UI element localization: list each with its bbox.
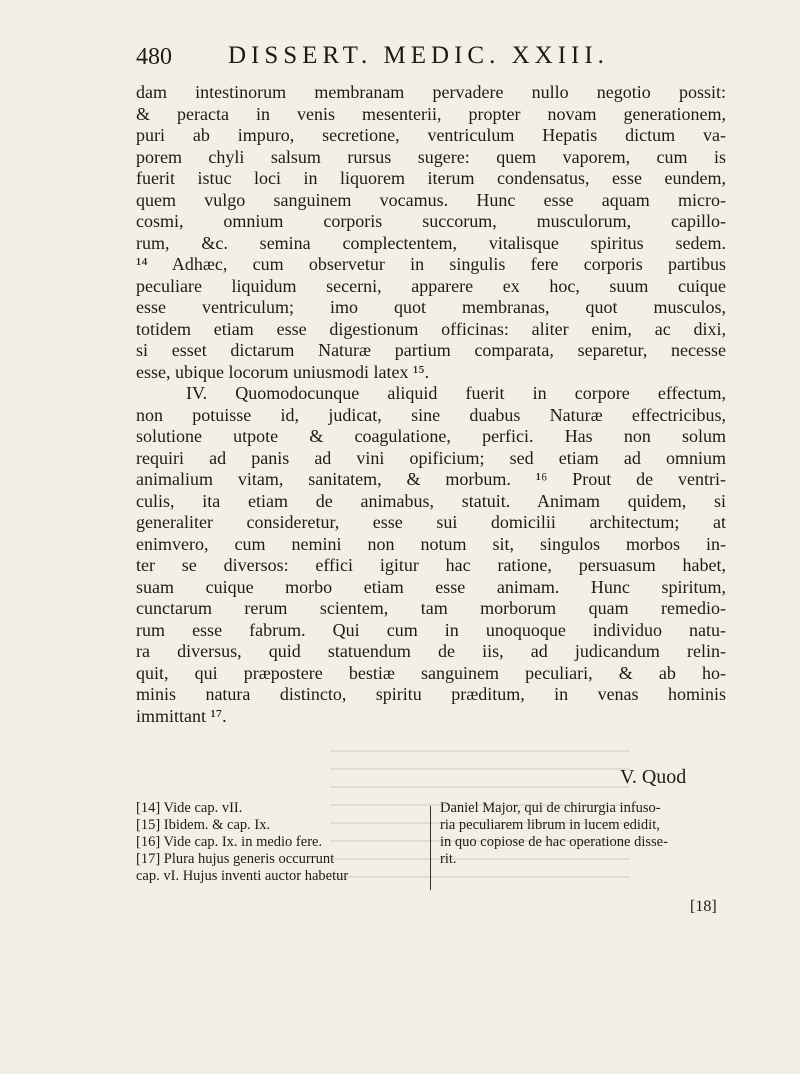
text-line: cosmi, omnium corporis succorum, musculorum, capillo- [136,211,726,231]
text-line: cunctarum rerum scientem, tam morborum quam remedio- [136,598,726,618]
text-line: esse ventriculum; imo quot membranas, quot musculos, [136,297,726,317]
footnotes-right [440,800,730,868]
text-line: fuerit istuc loci in liquorem iterum condensatus, esse eundem, [136,168,726,188]
text-line: quem vulgo sanguinem vocamus. Hunc esse aquam micro- [136,189,726,210]
text-line: solutione utpote & coagulatione, perfici. Has non solum [136,426,726,446]
text-line: si esset dictarum Naturæ partium comparata, separetur, necesse [136,340,726,360]
text-line: ter se diversos: effici igitur hac ratione, persuasum habet, [136,555,726,575]
catchword: V. Quod [620,766,687,788]
text-line: quit, qui præpostere bestiæ sanguinem peculiari, & ab ho- [136,662,726,683]
footnote: [14] Vide cap. vII. [136,800,243,816]
footnote: ria peculiarem librum in lucem edidit, [440,817,660,833]
text-line: peculiare liquidum secerni, apparere ex hoc, suum cuique [136,275,726,296]
footnote: in quo copiose de hac operatione disse- [440,834,668,850]
text-line: generaliter consideretur, esse sui domicilii architectum; at [136,512,726,532]
text-line: rum, &c. semina complectentem, vitalisque spiritus sedem. [136,232,726,253]
footnote: [17] Plura hujus generis occurrunt [136,851,335,867]
page-header [136,42,726,78]
main-text [136,82,726,727]
text-line: enimvero, cum nemini non notum sit, singulos morbos in- [136,533,726,554]
text-line: esse, ubique locorum uniusmodi latex ¹⁵. [136,361,430,382]
text-line: requiri ad panis ad vini opificium; sed etiam ad omnium [136,447,726,468]
running-title: DISSERT. MEDIC. XXIII. [228,42,609,69]
text-line: totidem etiam esse digestionum officinas: aliter enim, ac dixi, [136,318,726,339]
footnote: rit. [440,851,457,867]
footnote-column-rule [430,806,431,890]
page-number: 480 [136,44,172,70]
footnote: [15] Ibidem. & cap. Ix. [136,817,271,833]
text-line: animalium vitam, sanitatem, & morbum. ¹⁶ Prout de ventri- [136,469,726,489]
text-line: & peracta in venis mesenterii, propter novam generationem, [136,103,726,124]
text-line: dam intestinorum membranam pervadere nullo negotio possit: [136,82,726,102]
text-line: ¹⁴ Adhæc, cum observetur in singulis fere corporis partibus [136,254,726,274]
text-line: non potuisse id, judicat, sine duabus Naturæ effectricibus, [136,404,726,425]
text-line: porem chyli salsum rursus sugere: quem vaporem, cum is [136,146,726,167]
text-line: ra diversus, quid statuendum de iis, ad judicandum relin- [136,641,726,661]
footnote: Daniel Major, qui de chirurgia infuso- [440,800,661,816]
text-line: minis natura distincto, spiritu præditum, in venas hominis [136,684,726,704]
footnotes-left [136,800,424,885]
text-line: rum esse fabrum. Qui cum in unoquoque individuo natu- [136,619,726,640]
footnote: cap. vI. Hujus inventi auctor habetur [136,868,349,884]
text-line: puri ab impuro, secretione, ventriculum Hepatis dictum va- [136,125,726,145]
signature-mark: [18] [690,898,717,915]
footnote: [16] Vide cap. Ix. in medio fere. [136,834,323,850]
text-line: immittant ¹⁷. [136,705,227,726]
text-line: culis, ita etiam de animabus, statuit. Animam quidem, si [136,490,726,511]
text-line: suam cuique morbo etiam esse animam. Hunc spiritum, [136,576,726,597]
section-heading-line: IV. Quomodocunque aliquid fuerit in corpore effectum, [186,383,726,403]
